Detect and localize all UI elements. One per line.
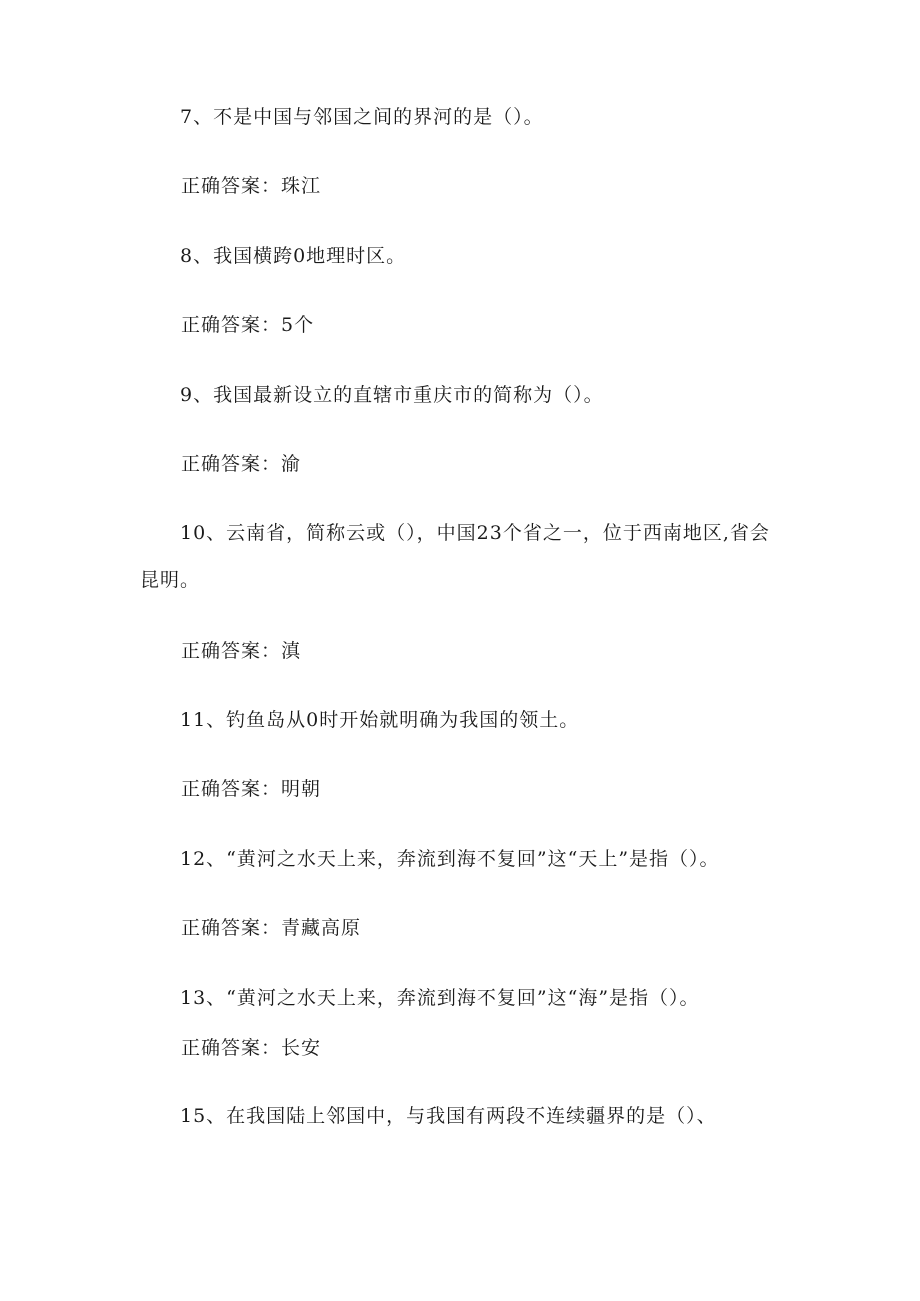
question-10-line-1: 10、云南省，简称云或（），中国23个省之一，位于西南地区,省会 [180,522,770,544]
answer-9: 正确答案：渝 [181,453,302,475]
question-11: 11、钓鱼岛从0时开始就明确为我国的领土。 [180,709,580,731]
question-12: 12、“黄河之水天上来，奔流到海不复回”这“天上”是指（）。 [180,848,720,870]
question-13: 13、“黄河之水天上来，奔流到海不复回”这“海”是指（）。 [180,987,700,1009]
question-10-line-2: 昆明。 [140,569,201,591]
answer-12: 正确答案：青藏高原 [181,917,362,939]
question-7: 7、不是中国与邻国之间的界河的是（）。 [180,106,544,128]
question-9: 9、我国最新设立的直辖市重庆市的简称为（）。 [180,384,604,406]
answer-8: 正确答案：5个 [181,314,315,336]
answer-13: 正确答案：长安 [181,1037,322,1059]
answer-10: 正确答案：滇 [181,640,302,662]
question-8: 8、我国横跨0地理时区。 [180,245,407,267]
question-15: 15、在我国陆上邻国中，与我国有两段不连续疆界的是（）、 [180,1105,717,1127]
answer-11: 正确答案：明朝 [181,778,322,800]
answer-7: 正确答案：珠江 [181,175,322,197]
